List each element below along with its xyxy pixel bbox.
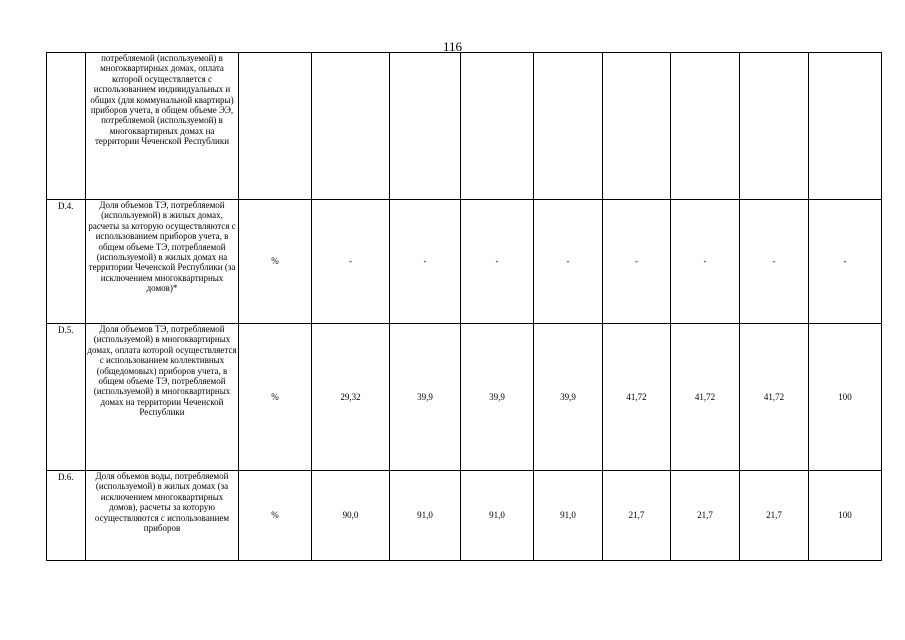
value-cell: 91,0 (461, 471, 534, 561)
unit-cell (239, 53, 312, 200)
row-number-cell: D.6. (47, 471, 86, 561)
value-cell: 41,72 (603, 324, 671, 471)
value-cell (740, 53, 809, 200)
unit-cell: % (239, 200, 312, 324)
value-cell (809, 53, 882, 200)
indicator-table (46, 52, 882, 561)
value-cell: 91,0 (534, 471, 603, 561)
value-cell (390, 53, 461, 200)
value-cell: - (390, 200, 461, 324)
value-cell (671, 53, 740, 200)
table-row (47, 200, 882, 324)
unit-cell: % (239, 324, 312, 471)
value-cell: - (809, 200, 882, 324)
value-cell: - (461, 200, 534, 324)
value-cell: - (312, 200, 390, 324)
page-number: 116 (442, 39, 463, 54)
table-row (47, 471, 882, 561)
value-cell: 41,72 (671, 324, 740, 471)
value-cell: 91,0 (390, 471, 461, 561)
value-cell: 21,7 (671, 471, 740, 561)
indicator-description-cell: Доля объемов воды, потребляемой (используемой) в жилых домах (за исключением многоквартирных домов), расчеты за которую осуществляются с использованием приборов (86, 471, 239, 561)
table-row (47, 324, 882, 471)
value-cell: - (534, 200, 603, 324)
value-cell: 21,7 (740, 471, 809, 561)
value-cell: 41,72 (740, 324, 809, 471)
value-cell: 39,9 (390, 324, 461, 471)
value-cell (312, 53, 390, 200)
value-cell: 29,32 (312, 324, 390, 471)
indicator-description-cell: потребляемой (используемой) в многоквартирных домах, оплата которой осуществляется с использованием индивидуальных и общих (для коммунальной квартиры) приборов учета, в общем объеме ЭЭ, потребляемой (используемой) в многоквартирных домах на территории Чеченской Республики (86, 53, 239, 200)
value-cell: 90,0 (312, 471, 390, 561)
value-cell: - (603, 200, 671, 324)
value-cell: - (671, 200, 740, 324)
row-number-cell: D.5. (47, 324, 86, 471)
value-cell (461, 53, 534, 200)
row-number-cell: D.4. (47, 200, 86, 324)
row-number-cell (47, 53, 86, 200)
value-cell (534, 53, 603, 200)
indicator-description-cell: Доля объемов ТЭ, потребляемой (используемой) в многоквартирных домах, оплата которой осуществляется с использованием коллективных (общедомовых) приборов учета, в общем объеме ТЭ, потребляемой (используемой) в многоквартирных домах на территории Чеченской Республики (86, 324, 239, 471)
table-row (47, 53, 882, 200)
value-cell: 39,9 (461, 324, 534, 471)
value-cell: 39,9 (534, 324, 603, 471)
value-cell (603, 53, 671, 200)
value-cell: 21,7 (603, 471, 671, 561)
value-cell: 100 (809, 471, 882, 561)
unit-cell: % (239, 471, 312, 561)
value-cell: 100 (809, 324, 882, 471)
value-cell: - (740, 200, 809, 324)
indicator-description-cell: Доля объемов ТЭ, потребляемой (используемой) в жилых домах, расчеты за которую осуществляются с использованием приборов учета, в общем объеме ТЭ, потребляемой (используемой) в жилых домах на территории Чеченской Республики (за исключением многоквартирных домов)* (86, 200, 239, 324)
